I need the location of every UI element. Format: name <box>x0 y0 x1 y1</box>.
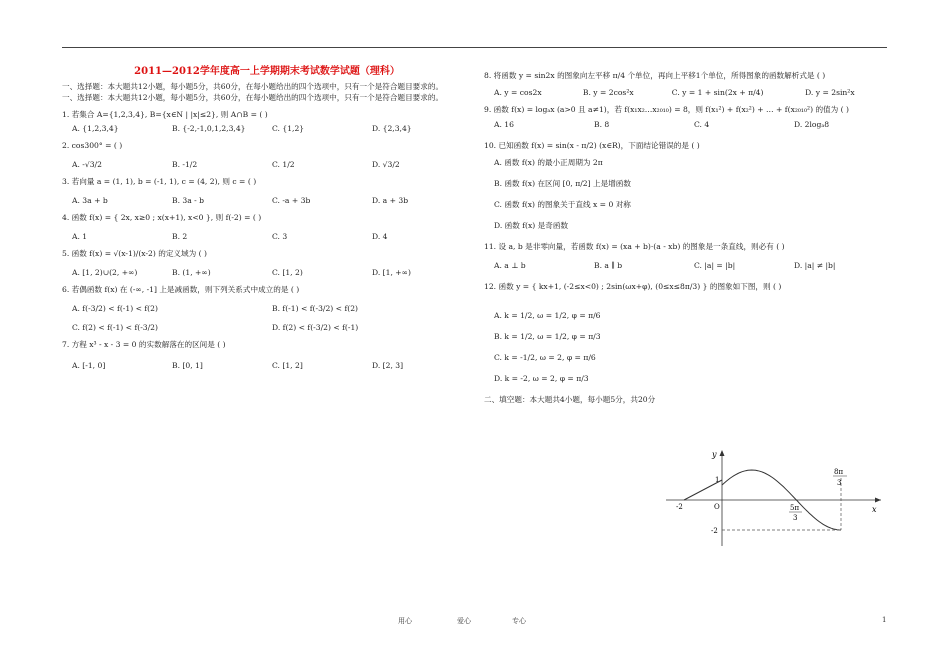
question-7 <box>62 339 472 371</box>
option-a: A. 3a + b <box>72 195 108 205</box>
options <box>72 303 472 314</box>
option-c: C. y = 1 + sin(2x + π/4) <box>671 88 764 97</box>
x-axis-arrow <box>875 498 881 503</box>
footer-text-1: 用心 <box>398 617 412 625</box>
question-3 <box>62 176 472 206</box>
y-axis-label: y <box>712 450 717 459</box>
question-10 <box>484 140 894 231</box>
question-5 <box>62 248 472 278</box>
option-d: D. [2, 3] <box>372 360 404 370</box>
option-d: D. k = -2, ω = 2, φ = π/3 <box>494 374 589 383</box>
options <box>72 195 472 206</box>
question-4 <box>62 212 472 242</box>
option-b: B. 函数 f(x) 在区间 [0, π/2] 上是增函数 <box>494 179 631 188</box>
option-d: D. 2logₐ8 <box>794 120 830 129</box>
question-stem: 11. 设 a, b 是非零向量，若函数 f(x) = (xa + b)·(a - xb) 的图象是一条直线，则必有 ( ) <box>484 242 785 251</box>
option-a: A. a ⊥ b <box>494 261 526 270</box>
option-d: D. {2,3,4} <box>372 123 412 133</box>
tick-5pi-num: 5π <box>790 504 800 512</box>
option-d: D. y = 2sin²x <box>805 88 855 97</box>
tick-neg2-x: -2 <box>676 503 683 511</box>
options <box>72 159 472 170</box>
question-1 <box>62 109 472 134</box>
option-c: C. -a + 3b <box>272 195 311 205</box>
left-column <box>62 60 472 371</box>
option-b: B. [0, 1] <box>172 360 203 370</box>
question-stem: 12. 函数 y = { kx+1, (-2≤x<0) ; 2sin(ωx+φ), (0≤x≤8π/3) } 的图象如下图，则 ( ) <box>484 282 782 291</box>
option-c: C. {1,2} <box>272 123 305 133</box>
options-row-2 <box>72 322 472 333</box>
function-graph <box>666 448 886 548</box>
question-stem: 5. 函数 f(x) = √(x-1)/(x-2) 的定义域为 ( ) <box>62 248 207 258</box>
section-2-heading: 二、填空题：本大题共4小题，每小题5分，共20分 <box>484 395 656 404</box>
option-b: B. 8 <box>594 120 610 129</box>
option-a: A. [-1, 0] <box>72 360 106 370</box>
x-axis-label: x <box>872 505 877 514</box>
option-a: A. [1, 2)∪(2, +∞) <box>72 267 138 277</box>
options <box>494 260 894 271</box>
option-a: A. -√3/2 <box>72 159 102 169</box>
options <box>494 87 894 98</box>
option-a: A. 函数 f(x) 的最小正周期为 2π <box>494 158 603 167</box>
question-stem: 10. 已知函数 f(x) = sin(x - π/2) (x∈R)，下面结论错误的是 ( ) <box>484 141 700 150</box>
option-a: A. 1 <box>72 231 88 241</box>
tick-5pi-den: 3 <box>793 514 798 522</box>
option-b: B. k = 1/2, ω = 1/2, φ = π/3 <box>494 332 601 341</box>
option-a: A. y = cos2x <box>494 88 542 97</box>
option-a: A. {1,2,3,4} <box>72 123 119 133</box>
option-a: A. k = 1/2, ω = 1/2, φ = π/6 <box>494 311 601 320</box>
options <box>72 360 472 371</box>
option-c: C. 1/2 <box>272 159 295 169</box>
option-b: B. (1, +∞) <box>172 267 211 277</box>
option-a: A. 16 <box>494 120 514 129</box>
footer-text-3: 专心 <box>512 617 526 625</box>
option-b: B. {-2,-1,0,1,2,3,4} <box>172 123 246 133</box>
question-stem: 3. 若向量 a = (1, 1), b = (-1, 1), c = (4, 2), 则 c = ( ) <box>62 176 257 186</box>
option-d: D. √3/2 <box>372 159 400 169</box>
option-b: B. a ∥ b <box>594 261 623 270</box>
option-d: D. a + 3b <box>372 195 409 205</box>
option-c: C. k = -1/2, ω = 2, φ = π/6 <box>494 353 596 362</box>
option-c: C. |a| = |b| <box>694 261 736 270</box>
option-d: D. |a| ≠ |b| <box>794 261 836 270</box>
question-8 <box>484 70 894 98</box>
header-rule <box>62 47 887 48</box>
question-9 <box>484 104 894 130</box>
option-d: D. f(2) < f(-3/2) < f(-1) <box>272 322 359 332</box>
question-11 <box>484 241 894 271</box>
question-stem: 7. 方程 x³ - x - 3 = 0 的实数解落在的区间是 ( ) <box>62 339 226 349</box>
option-c: C. 函数 f(x) 的图象关于直线 x = 0 对称 <box>494 200 631 209</box>
option-b: B. 3a - b <box>172 195 205 205</box>
option-b: B. 2 <box>172 231 188 241</box>
section-intro: 一、选择题：本大题共12小题，每小题5分，共60分，在每小题给出的四个选项中，只有一个是符合题目要求的。 <box>62 81 444 91</box>
option-a: A. f(-3/2) < f(-1) < f(2) <box>72 303 158 313</box>
options <box>494 119 894 130</box>
option-c: C. 3 <box>272 231 288 241</box>
option-d: D. [1, +∞) <box>372 267 411 277</box>
question-stem: 2. cos300° = ( ) <box>62 140 123 150</box>
question-stem: 9. 函数 f(x) = logₐx (a>0 且 a≠1)，若 f(x₁x₂…x₂₀₁₀) = 8，则 f(x₁²) + f(x₂²) + … + f(x₂₀₁₀²) 的值为 ( ) <box>484 105 849 114</box>
question-stem: 4. 函数 f(x) = { 2x, x≥0 ; x(x+1), x<0 }, 则 f(-2) = ( ) <box>62 212 262 222</box>
option-c: C. 4 <box>694 120 710 129</box>
option-c: C. f(2) < f(-1) < f(-3/2) <box>72 322 158 332</box>
options <box>72 123 472 134</box>
question-12 <box>484 281 894 384</box>
option-b: B. y = 2cos²x <box>582 88 634 97</box>
origin-label: O <box>714 503 720 511</box>
question-6 <box>62 284 472 333</box>
option-d: D. 函数 f(x) 是奇函数 <box>494 221 569 230</box>
option-b: B. -1/2 <box>172 159 198 169</box>
tick-8pi-den: 3 <box>837 479 842 487</box>
footer-text-2: 爱心 <box>457 617 471 625</box>
question-stem: 8. 将函数 y = sin2x 的图象向左平移 π/4 个单位，再向上平移1个单位，所得图象的函数解析式是 ( ) <box>484 71 826 80</box>
tick-1-y: 1 <box>715 476 720 484</box>
y-axis-arrow <box>720 450 725 456</box>
page-title: 2011—2012学年度高一上学期期末考试数学试题（理科） <box>134 66 400 77</box>
tick-8pi-num: 8π <box>834 468 844 476</box>
right-column <box>484 60 894 405</box>
options <box>72 267 472 278</box>
option-c: C. [1, 2) <box>272 267 303 277</box>
option-c: C. [1, 2] <box>272 360 303 370</box>
options <box>72 231 472 242</box>
question-stem: 1. 若集合 A={1,2,3,4}, B={x∈N | |x|≤2}, 则 A∩B = ( ) <box>62 109 268 119</box>
option-b: B. f(-1) < f(-3/2) < f(2) <box>272 303 359 313</box>
section-intro-repeat: 一、选择题：本大题共12小题，每小题5分，共60分，在每小题给出的四个选项中，只有一个是符合题目要求的。 <box>62 92 444 102</box>
question-2 <box>62 140 472 170</box>
question-stem: 6. 若偶函数 f(x) 在 (-∞, -1] 上是减函数，则下列关系式中成立的是 ( ) <box>62 284 300 294</box>
tick-neg2-y: -2 <box>711 527 718 535</box>
option-d: D. 4 <box>372 231 388 241</box>
page-number: 1 <box>882 616 887 624</box>
